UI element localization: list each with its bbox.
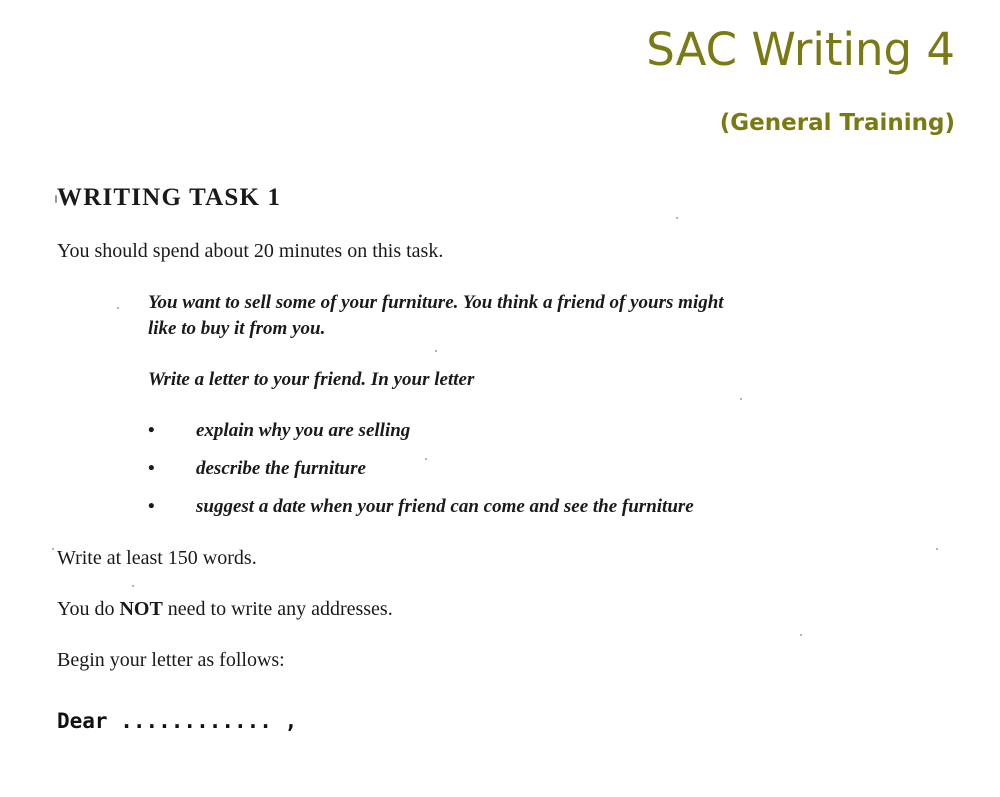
scan-speck: [676, 217, 678, 219]
address-note-before: You do: [57, 598, 120, 620]
bullet-dot: •: [148, 420, 155, 441]
task-prompt: [148, 290, 848, 342]
scan-speck: [800, 634, 802, 636]
bullet-item: [148, 456, 366, 482]
begin-instruction: Begin your letter as follows:: [57, 649, 285, 671]
scan-speck: [936, 548, 938, 550]
scan-speck: [117, 307, 119, 309]
bullet-item: [148, 418, 410, 444]
letter-greeting: Dear ............ ,: [57, 709, 298, 733]
scan-speck: [132, 585, 134, 587]
scan-speck: [55, 195, 57, 203]
bullet-text-describe-furniture: describe the furniture: [196, 458, 366, 479]
address-note-emphasis: NOT: [119, 598, 163, 620]
bullet-text-suggest-date: suggest a date when your friend can come and see the furniture: [196, 496, 694, 517]
address-note: [57, 596, 393, 622]
bullet-text-selling-reason: explain why you are selling: [196, 420, 411, 441]
page-title: SAC Writing 4: [646, 23, 955, 76]
scan-speck: [52, 548, 54, 550]
scan-speck: [435, 350, 437, 352]
task-prompt-line-2: like to buy it from you.: [148, 318, 326, 339]
bullet-item: [148, 494, 694, 520]
bullet-dot: •: [148, 496, 155, 517]
address-note-after: need to write any addresses.: [162, 598, 393, 620]
bullet-dot: •: [148, 458, 155, 479]
page-subtitle: (General Training): [719, 110, 955, 136]
task-prompt-line-1: You want to sell some of your furniture. You think a friend of yours might: [148, 292, 724, 313]
word-count-instruction: Write at least 150 words.: [57, 547, 257, 569]
scan-speck: [425, 458, 427, 460]
scan-speck: [740, 398, 742, 400]
letter-instruction: Write a letter to your friend. In your letter: [148, 369, 475, 390]
time-instruction: You should spend about 20 minutes on this task.: [57, 240, 444, 262]
task-heading: WRITING TASK 1: [57, 184, 282, 211]
